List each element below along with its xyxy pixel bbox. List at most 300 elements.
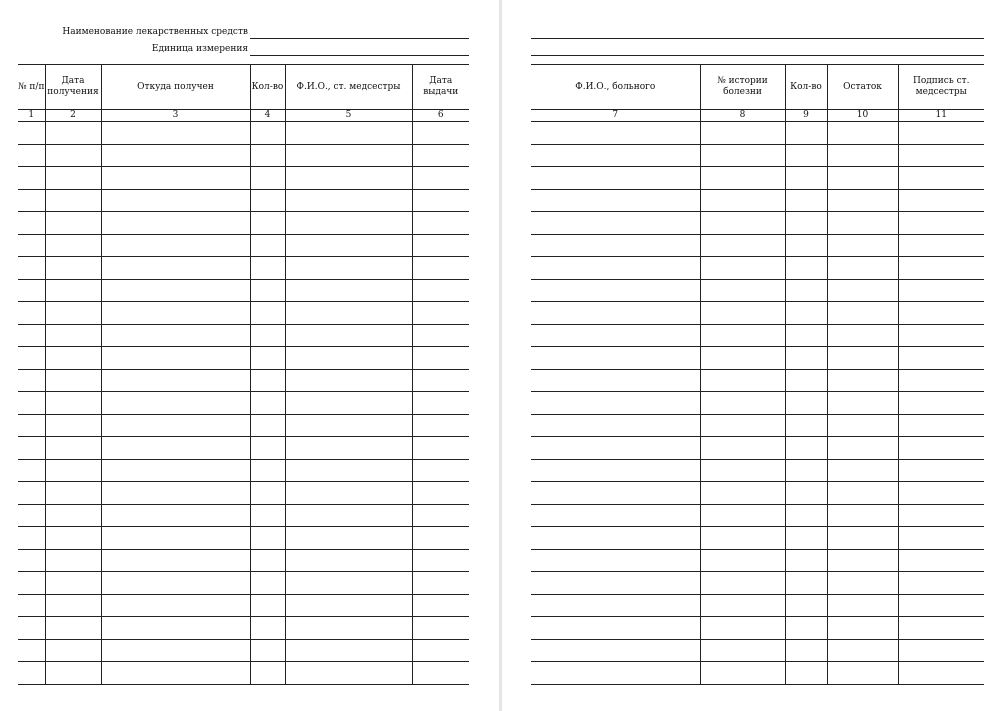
blank-cell[interactable] (250, 189, 285, 212)
blank-cell[interactable] (827, 257, 898, 280)
blank-cell[interactable] (700, 302, 785, 325)
blank-cell[interactable] (285, 639, 412, 662)
blank-cell[interactable] (45, 414, 101, 437)
blank-cell[interactable] (531, 257, 700, 280)
blank-cell[interactable] (412, 572, 469, 595)
unit-field[interactable] (250, 55, 469, 56)
blank-cell[interactable] (18, 662, 45, 685)
blank-cell[interactable] (531, 414, 700, 437)
blank-cell[interactable] (18, 482, 45, 505)
blank-cell[interactable] (250, 167, 285, 190)
blank-cell[interactable] (101, 482, 250, 505)
blank-cell[interactable] (101, 257, 250, 280)
blank-cell[interactable] (785, 324, 827, 347)
blank-cell[interactable] (285, 594, 412, 617)
blank-cell[interactable] (285, 527, 412, 550)
blank-cell[interactable] (531, 122, 700, 145)
blank-cell[interactable] (101, 617, 250, 640)
blank-cell[interactable] (898, 459, 984, 482)
blank-cell[interactable] (700, 482, 785, 505)
blank-cell[interactable] (18, 572, 45, 595)
blank-cell[interactable] (785, 144, 827, 167)
blank-cell[interactable] (285, 504, 412, 527)
blank-cell[interactable] (785, 572, 827, 595)
blank-cell[interactable] (285, 302, 412, 325)
blank-cell[interactable] (898, 324, 984, 347)
blank-cell[interactable] (898, 392, 984, 415)
blank-cell[interactable] (285, 549, 412, 572)
blank-cell[interactable] (785, 302, 827, 325)
blank-cell[interactable] (785, 459, 827, 482)
blank-cell[interactable] (45, 324, 101, 347)
blank-cell[interactable] (531, 437, 700, 460)
blank-cell[interactable] (700, 527, 785, 550)
header-line[interactable] (531, 55, 984, 56)
blank-cell[interactable] (700, 369, 785, 392)
blank-cell[interactable] (101, 279, 250, 302)
blank-cell[interactable] (827, 189, 898, 212)
blank-cell[interactable] (45, 392, 101, 415)
blank-cell[interactable] (45, 459, 101, 482)
blank-cell[interactable] (250, 302, 285, 325)
blank-cell[interactable] (412, 257, 469, 280)
header-line[interactable] (531, 38, 984, 39)
blank-cell[interactable] (101, 414, 250, 437)
blank-cell[interactable] (101, 459, 250, 482)
blank-cell[interactable] (285, 482, 412, 505)
blank-cell[interactable] (531, 594, 700, 617)
blank-cell[interactable] (101, 572, 250, 595)
table-row (18, 662, 469, 685)
blank-cell[interactable] (898, 527, 984, 550)
blank-cell[interactable] (101, 594, 250, 617)
blank-cell[interactable] (18, 639, 45, 662)
blank-cell[interactable] (785, 257, 827, 280)
blank-cell[interactable] (18, 324, 45, 347)
blank-cell[interactable] (285, 617, 412, 640)
blank-cell[interactable] (18, 594, 45, 617)
blank-cell[interactable] (18, 369, 45, 392)
blank-cell[interactable] (412, 414, 469, 437)
blank-cell[interactable] (250, 324, 285, 347)
blank-cell[interactable] (285, 324, 412, 347)
blank-cell[interactable] (45, 234, 101, 257)
blank-cell[interactable] (827, 572, 898, 595)
blank-cell[interactable] (785, 527, 827, 550)
blank-cell[interactable] (412, 459, 469, 482)
blank-cell[interactable] (412, 504, 469, 527)
blank-cell[interactable] (785, 639, 827, 662)
blank-cell[interactable] (898, 504, 984, 527)
blank-cell[interactable] (18, 527, 45, 550)
blank-cell[interactable] (700, 549, 785, 572)
blank-cell[interactable] (18, 549, 45, 572)
blank-cell[interactable] (898, 212, 984, 235)
blank-cell[interactable] (18, 167, 45, 190)
blank-cell[interactable] (827, 324, 898, 347)
blank-cell[interactable] (412, 527, 469, 550)
blank-cell[interactable] (827, 527, 898, 550)
blank-cell[interactable] (250, 527, 285, 550)
blank-cell[interactable] (700, 437, 785, 460)
blank-cell[interactable] (898, 279, 984, 302)
blank-cell[interactable] (101, 437, 250, 460)
blank-cell[interactable] (785, 189, 827, 212)
blank-cell[interactable] (285, 414, 412, 437)
blank-cell[interactable] (785, 234, 827, 257)
blank-cell[interactable] (250, 437, 285, 460)
blank-cell[interactable] (531, 144, 700, 167)
blank-cell[interactable] (250, 504, 285, 527)
blank-cell[interactable] (531, 482, 700, 505)
blank-cell[interactable] (18, 392, 45, 415)
blank-cell[interactable] (898, 594, 984, 617)
blank-cell[interactable] (700, 189, 785, 212)
blank-cell[interactable] (250, 144, 285, 167)
blank-cell[interactable] (45, 549, 101, 572)
blank-cell[interactable] (285, 572, 412, 595)
blank-cell[interactable] (45, 212, 101, 235)
blank-cell[interactable] (250, 122, 285, 145)
blank-cell[interactable] (700, 234, 785, 257)
blank-cell[interactable] (101, 167, 250, 190)
blank-cell[interactable] (45, 144, 101, 167)
blank-cell[interactable] (45, 257, 101, 280)
blank-cell[interactable] (412, 662, 469, 685)
blank-cell[interactable] (285, 122, 412, 145)
table-row (531, 279, 984, 302)
blank-cell[interactable] (412, 594, 469, 617)
blank-cell[interactable] (898, 167, 984, 190)
blank-cell[interactable] (827, 234, 898, 257)
blank-cell[interactable] (285, 257, 412, 280)
blank-cell[interactable] (531, 369, 700, 392)
blank-cell[interactable] (250, 662, 285, 685)
blank-cell[interactable] (101, 189, 250, 212)
blank-cell[interactable] (827, 144, 898, 167)
blank-cell[interactable] (285, 459, 412, 482)
blank-cell[interactable] (250, 594, 285, 617)
blank-cell[interactable] (250, 347, 285, 370)
blank-cell[interactable] (700, 324, 785, 347)
blank-cell[interactable] (700, 662, 785, 685)
blank-cell[interactable] (700, 414, 785, 437)
blank-cell[interactable] (531, 527, 700, 550)
blank-cell[interactable] (101, 392, 250, 415)
blank-cell[interactable] (18, 257, 45, 280)
blank-cell[interactable] (45, 662, 101, 685)
blank-cell[interactable] (285, 212, 412, 235)
col-header-case-history: № истории болезни (700, 65, 785, 110)
table-row (531, 437, 984, 460)
blank-cell[interactable] (285, 144, 412, 167)
blank-cell[interactable] (45, 279, 101, 302)
blank-cell[interactable] (898, 414, 984, 437)
blank-cell[interactable] (785, 504, 827, 527)
blank-cell[interactable] (18, 189, 45, 212)
table-row (18, 144, 469, 167)
blank-cell[interactable] (101, 549, 250, 572)
blank-cell[interactable] (18, 437, 45, 460)
blank-cell[interactable] (412, 212, 469, 235)
blank-cell[interactable] (412, 482, 469, 505)
blank-cell[interactable] (412, 437, 469, 460)
blank-cell[interactable] (531, 167, 700, 190)
blank-cell[interactable] (827, 504, 898, 527)
table-row (18, 482, 469, 505)
blank-cell[interactable] (827, 302, 898, 325)
blank-cell[interactable] (250, 392, 285, 415)
blank-cell[interactable] (531, 279, 700, 302)
blank-cell[interactable] (285, 167, 412, 190)
blank-cell[interactable] (101, 122, 250, 145)
col-number: 6 (412, 110, 469, 122)
blank-cell[interactable] (250, 414, 285, 437)
blank-cell[interactable] (45, 482, 101, 505)
blank-cell[interactable] (412, 189, 469, 212)
blank-cell[interactable] (412, 122, 469, 145)
blank-cell[interactable] (827, 369, 898, 392)
blank-cell[interactable] (531, 459, 700, 482)
blank-cell[interactable] (285, 189, 412, 212)
blank-cell[interactable] (18, 234, 45, 257)
blank-cell[interactable] (250, 257, 285, 280)
blank-cell[interactable] (45, 122, 101, 145)
blank-cell[interactable] (101, 234, 250, 257)
blank-cell[interactable] (412, 302, 469, 325)
table-row (531, 324, 984, 347)
blank-cell[interactable] (700, 212, 785, 235)
blank-cell[interactable] (412, 639, 469, 662)
blank-cell[interactable] (101, 662, 250, 685)
blank-cell[interactable] (18, 459, 45, 482)
table-row (531, 167, 984, 190)
blank-cell[interactable] (898, 572, 984, 595)
blank-cell[interactable] (785, 437, 827, 460)
blank-cell[interactable] (785, 122, 827, 145)
blank-cell[interactable] (898, 662, 984, 685)
blank-cell[interactable] (45, 617, 101, 640)
blank-cell[interactable] (250, 549, 285, 572)
blank-cell[interactable] (700, 167, 785, 190)
blank-cell[interactable] (827, 122, 898, 145)
blank-cell[interactable] (898, 234, 984, 257)
blank-cell[interactable] (785, 212, 827, 235)
blank-cell[interactable] (827, 392, 898, 415)
blank-cell[interactable] (531, 662, 700, 685)
blank-cell[interactable] (285, 234, 412, 257)
blank-cell[interactable] (898, 189, 984, 212)
blank-cell[interactable] (898, 437, 984, 460)
blank-cell[interactable] (700, 257, 785, 280)
blank-cell[interactable] (700, 594, 785, 617)
blank-cell[interactable] (827, 482, 898, 505)
blank-cell[interactable] (412, 324, 469, 347)
blank-cell[interactable] (45, 347, 101, 370)
blank-cell[interactable] (785, 392, 827, 415)
blank-cell[interactable] (898, 302, 984, 325)
blank-cell[interactable] (412, 234, 469, 257)
blank-cell[interactable] (101, 369, 250, 392)
blank-cell[interactable] (898, 347, 984, 370)
blank-cell[interactable] (45, 189, 101, 212)
blank-cell[interactable] (45, 167, 101, 190)
blank-cell[interactable] (531, 392, 700, 415)
table-row (531, 639, 984, 662)
blank-cell[interactable] (898, 122, 984, 145)
blank-cell[interactable] (285, 392, 412, 415)
table-row (531, 257, 984, 280)
blank-cell[interactable] (412, 549, 469, 572)
blank-cell[interactable] (700, 639, 785, 662)
blank-cell[interactable] (827, 594, 898, 617)
blank-cell[interactable] (827, 549, 898, 572)
blank-cell[interactable] (785, 369, 827, 392)
blank-cell[interactable] (101, 324, 250, 347)
blank-cell[interactable] (700, 144, 785, 167)
blank-cell[interactable] (101, 504, 250, 527)
blank-cell[interactable] (18, 414, 45, 437)
blank-cell[interactable] (285, 662, 412, 685)
blank-cell[interactable] (250, 459, 285, 482)
blank-cell[interactable] (785, 167, 827, 190)
table-row (531, 504, 984, 527)
blank-cell[interactable] (45, 639, 101, 662)
blank-cell[interactable] (700, 279, 785, 302)
blank-cell[interactable] (45, 504, 101, 527)
blank-cell[interactable] (898, 639, 984, 662)
blank-cell[interactable] (412, 167, 469, 190)
table-row (531, 572, 984, 595)
blank-cell[interactable] (250, 212, 285, 235)
blank-cell[interactable] (412, 347, 469, 370)
blank-cell[interactable] (45, 302, 101, 325)
blank-cell[interactable] (18, 504, 45, 527)
blank-cell[interactable] (45, 527, 101, 550)
blank-cell[interactable] (101, 212, 250, 235)
table-row (531, 234, 984, 257)
blank-cell[interactable] (827, 662, 898, 685)
blank-cell[interactable] (531, 549, 700, 572)
blank-cell[interactable] (18, 144, 45, 167)
col-number: 9 (785, 110, 827, 122)
blank-cell[interactable] (827, 347, 898, 370)
blank-cell[interactable] (250, 482, 285, 505)
blank-cell[interactable] (45, 369, 101, 392)
blank-cell[interactable] (898, 369, 984, 392)
blank-cell[interactable] (101, 302, 250, 325)
blank-cell[interactable] (531, 189, 700, 212)
blank-cell[interactable] (898, 144, 984, 167)
blank-cell[interactable] (412, 392, 469, 415)
blank-cell[interactable] (785, 594, 827, 617)
table-row (18, 459, 469, 482)
blank-cell[interactable] (18, 212, 45, 235)
table-row (18, 212, 469, 235)
blank-cell[interactable] (250, 617, 285, 640)
blank-cell[interactable] (898, 257, 984, 280)
blank-cell[interactable] (785, 482, 827, 505)
blank-cell[interactable] (18, 122, 45, 145)
blank-cell[interactable] (412, 144, 469, 167)
blank-cell[interactable] (285, 437, 412, 460)
blank-cell[interactable] (531, 324, 700, 347)
blank-cell[interactable] (531, 234, 700, 257)
table-row (18, 527, 469, 550)
blank-cell[interactable] (101, 639, 250, 662)
blank-cell[interactable] (250, 639, 285, 662)
blank-cell[interactable] (250, 234, 285, 257)
blank-cell[interactable] (785, 279, 827, 302)
blank-cell[interactable] (827, 459, 898, 482)
blank-cell[interactable] (700, 617, 785, 640)
blank-cell[interactable] (827, 167, 898, 190)
blank-cell[interactable] (412, 279, 469, 302)
blank-cell[interactable] (45, 437, 101, 460)
table-row (531, 392, 984, 415)
blank-cell[interactable] (700, 347, 785, 370)
blank-cell[interactable] (898, 482, 984, 505)
blank-cell[interactable] (531, 639, 700, 662)
blank-cell[interactable] (101, 144, 250, 167)
blank-cell[interactable] (785, 662, 827, 685)
blank-cell[interactable] (18, 302, 45, 325)
blank-cell[interactable] (285, 279, 412, 302)
blank-cell[interactable] (250, 572, 285, 595)
col-number: 2 (45, 110, 101, 122)
blank-cell[interactable] (827, 279, 898, 302)
blank-cell[interactable] (785, 617, 827, 640)
blank-cell[interactable] (18, 617, 45, 640)
blank-cell[interactable] (250, 369, 285, 392)
blank-cell[interactable] (827, 414, 898, 437)
blank-cell[interactable] (700, 572, 785, 595)
blank-cell[interactable] (531, 617, 700, 640)
blank-cell[interactable] (18, 279, 45, 302)
blank-cell[interactable] (827, 212, 898, 235)
blank-cell[interactable] (785, 414, 827, 437)
medicine-name-field[interactable] (250, 38, 469, 39)
blank-cell[interactable] (45, 572, 101, 595)
blank-cell[interactable] (898, 617, 984, 640)
blank-cell[interactable] (827, 437, 898, 460)
blank-cell[interactable] (700, 122, 785, 145)
blank-cell[interactable] (700, 459, 785, 482)
blank-cell[interactable] (18, 347, 45, 370)
blank-cell[interactable] (45, 594, 101, 617)
blank-cell[interactable] (285, 369, 412, 392)
blank-cell[interactable] (827, 617, 898, 640)
blank-cell[interactable] (531, 504, 700, 527)
blank-cell[interactable] (531, 212, 700, 235)
blank-cell[interactable] (250, 279, 285, 302)
blank-cell[interactable] (700, 504, 785, 527)
blank-cell[interactable] (700, 392, 785, 415)
blank-cell[interactable] (785, 347, 827, 370)
blank-cell[interactable] (785, 549, 827, 572)
blank-cell[interactable] (898, 549, 984, 572)
blank-cell[interactable] (101, 347, 250, 370)
blank-cell[interactable] (285, 347, 412, 370)
table-row (18, 594, 469, 617)
blank-cell[interactable] (531, 347, 700, 370)
blank-cell[interactable] (101, 527, 250, 550)
blank-cell[interactable] (412, 617, 469, 640)
blank-cell[interactable] (531, 572, 700, 595)
blank-cell[interactable] (412, 369, 469, 392)
blank-cell[interactable] (827, 639, 898, 662)
blank-cell[interactable] (531, 302, 700, 325)
